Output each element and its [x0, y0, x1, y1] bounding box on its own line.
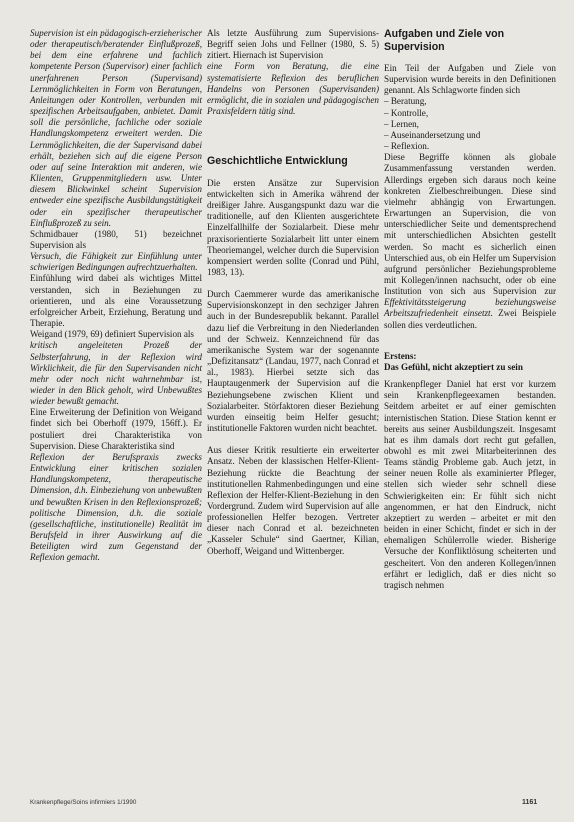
paragraph	[384, 152, 556, 331]
column-right	[384, 28, 556, 591]
example-heading: Erstens:	[384, 350, 417, 361]
paragraph: Einfühlung wird dabei als wichtiges Mittel verstanden, sich in Beziehungen zu orientieren, und als eine Voraussetzung erfolgreicher Arbeit, Erziehung, Beratung und Therapie.	[30, 273, 202, 329]
footer-journal: Krankenpflege/Soins infirmiers 1/1990	[30, 799, 137, 806]
page-number: 1161	[522, 799, 538, 806]
quote: kritisch angeleiteten Prozeß der Selbsterfahrung, in der Reflexion wird Wirklichkeit, die für den Supervisanden nicht mehr oder noch nicht wahrnehmbar ist, wieder in den Blick geholt, wird Unbewußtes wieder bewußt gemacht.	[30, 340, 202, 407]
quote: eine Form von Beratung, die eine systematisierte Reflexion des beruflichen Handelns von Personen (Supervisanden) ermöglicht, die in sozialen und pädagogischen Praxisfeldern tätig sind.	[207, 61, 379, 117]
paragraph: Aus dieser Kritik resultierte ein erweiterter Ansatz. Neben der klassischen Helfer-Klient-Beziehung rückte die Beachtung der institutionellen Rahmenbedingungen und eine Reflexion der Helfer-Klient-Beziehung in den Vordergrund. Zudem wird Supervision auf alle professionellen Helfer bezogen. Vertreter dieser nach Conrad et al. bezeichneten „Kasseler Schule“ sind Gaertner, Kilian, Oberhoff, Weigand und Wittenberger.	[207, 445, 379, 556]
column-middle	[207, 28, 379, 557]
column-left	[30, 28, 202, 564]
text-run: Diese Begriffe können als globale Zusammenfassung verstanden werden. Allerdings ergeben sich daraus noch keine konkreten Zielbeschreibungen. Diese sind vielmehr abhängig von Erwartungen. Erwartungen an Supervision, die von unterschiedlicher Seite und dementsprechend mit unterschiedlichen Absichten gestellt werden. So macht es sicherlich einen Unterschied aus, ob ein Helfer um Supervision aufgrund persönlicher Beziehungsprobleme mit Kollegen/innen nachsucht, oder ob eine Institution von sich aus Supervision zur	[384, 152, 556, 297]
keyword-list	[384, 96, 556, 152]
paragraph: Schmidbauer (1980, 51) bezeichnet Supervision als	[30, 228, 202, 250]
paragraph: Ein Teil der Aufgaben und Ziele von Supervision wurde bereits in den Definitionen genannt. Als Schlagworte finden sich	[384, 63, 556, 96]
paragraph: Durch Caemmerer wurde das amerikanische Supervisionskonzept in den sechziger Jahren auch in der Bundesrepublik bekannt. Parallel dazu lief die Verbreitung in den Niederlanden und der Schweiz. Kennzeichnend für das amerikanische System war der sogenannte „Defizitansatz“ (Landau, 1977, nach Conrad et al., 1983). Hierbei setzte sich das Hauptaugenmerk der Supervision auf die Beziehungsebene zwischen Klient und Sozialarbeiter. Störfaktoren dieser Beziehung wurden einseitig beim Helfer gesucht; institutionelle Faktoren wurden nicht beachtet.	[207, 289, 379, 434]
example-subheading: Das Gefühl, nicht akzeptiert zu sein	[384, 361, 523, 372]
paragraph: Krankenpfleger Daniel hat erst vor kurzem sein Krankenpflegeexamen bestanden. Seitdem arbeitet er auf einer gemischten internistischen Station. Diese Station kennt er bereits aus seiner Ausbildungszeit. Insgesamt hat es ihm damals dort recht gut gefallen, obwohl es mit zwei Mitarbeiterinnen des Teams ständig Probleme gab. Auch jetzt, in seiner neuen Rolle als examinierter Pfleger, stellen sich wieder sehr schnell diese Schwierigkeiten ein: Er fühlt sich nicht angenommen, er hat den Eindruck, nicht akzeptiert zu werden – arbeitet er mit den beiden in einer Schicht, findet er sich in der ehemaligen Schülerrolle wieder. Bisherige Versuche der Konfliktlösung scheiterten und gescheitert. Von den anderen Kollegen/innen erfährt er lediglich, daß er dies nicht so tragisch nehmen	[384, 379, 556, 590]
list-item: – Beratung,	[384, 96, 427, 107]
paragraph: Weigand (1979, 69) definiert Supervision als	[30, 329, 194, 340]
text-run: Zwei Beispiele sollen dies verdeutlichen.	[384, 308, 557, 330]
list-item: – Lernen,	[384, 118, 419, 129]
text-run: Effektivitätssteigerung beziehungsweise Arbeitszufriedenheit einsetzt.	[384, 297, 556, 319]
paragraph: Als letzte Ausführung zum Supervisions-Begriff seien Johs und Fellner (1980, S. 5) zitiert. Hiernach ist Supervision	[207, 28, 379, 61]
quote: Versuch, die Fähigkeit zur Einfühlung unter schwierigen Bedingungen aufrechtzuerhalten.	[30, 251, 202, 273]
list-item: – Reflexion.	[384, 141, 430, 152]
paragraph: Supervision ist ein pädagogisch-erzieherischer oder therapeutisch/beratender Einflußprozeß, bei dem eine erfahrene und fachlich kompetente Person (Supervisor) einer fachlich unerfahrenen Person (Supervisand) Lernmöglichkeiten in Form von Beratungen, Anleitungen oder Kontrollen, verbunden mit spezifischen Arbeitsaufgaben, anbietet. Damit soll die persönliche, fachliche oder soziale Handlungskompetenz erweitert werden. Die Lernmöglichkeiten, die der Supervisand dabei erhält, beziehen sich auf die eigene Person oder auf seine Interaktion mit anderen, wie Klienten, Gruppenmitgliedern usw. Unter diesem Blickwinkel scheint Supervision entweder eine spezifische Ausbildungstätigkeit oder ein spezifischer therapeutischer Einflußprozeß zu sein.	[30, 28, 202, 228]
quote: Reflexion der Berufspraxis zwecks Entwicklung einer kritischen sozialen Handlungskompetenz, therapeutische Dimension, d.h. Einbeziehung von unbewußten und bewußten Krisen in den Reflexionsprozeß; politische Dimension, d.h. die soziale (gesellschaftliche, institutionelle) Realität im Berufsfeld in ihrer Auswirkung auf die Beteiligten wird zum Gegenstand der Reflexion gemacht.	[30, 451, 202, 563]
section-heading: Geschichtliche Entwicklung	[207, 155, 348, 168]
paragraph: Eine Erweiterung der Definition von Weigand findet sich bei Oberhoff (1979, 156ff.). Er postuliert drei Charakteristika von Supervision. Diese Charakteristika sind	[30, 407, 202, 451]
list-item: – Kontrolle,	[384, 107, 429, 118]
paragraph: Die ersten Ansätze zur Supervision entwickelten sich in Amerika während der dreißiger Jahre. Ausgangspunkt dazu war die traditionelle, auf den Klienten ausgerichtete Einzelfallhilfe der Sozialarbeit. Diese mehr praxisorientierte Sozialarbeit litt unter einem Theoriemangel, welcher durch die Supervision kompensiert werden sollte (Conrad und Pühl, 1983, 13).	[207, 177, 379, 277]
section-heading: Aufgaben und Ziele von Supervision	[384, 28, 505, 53]
list-item: – Auseinandersetzung und	[384, 129, 481, 140]
